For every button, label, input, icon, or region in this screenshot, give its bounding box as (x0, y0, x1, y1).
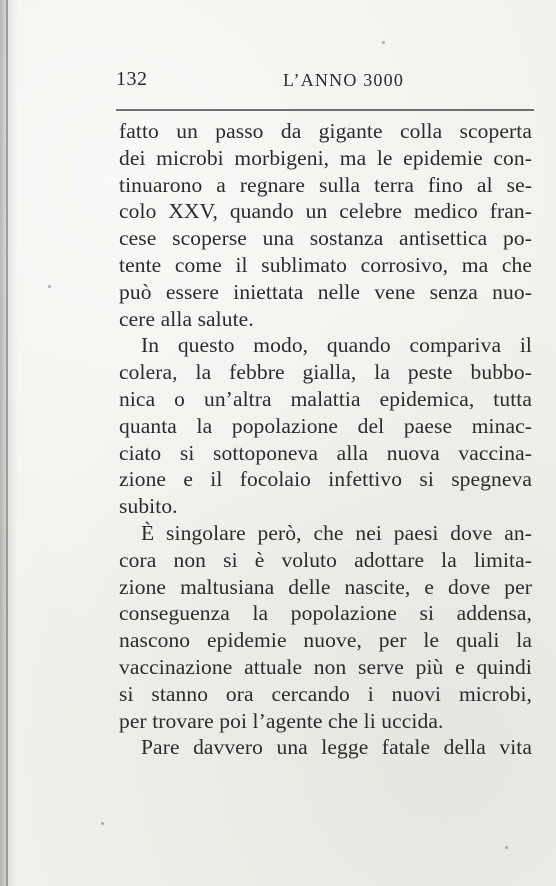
text-line: zione maltusiana delle nascite, e dove per (119, 574, 532, 599)
text-line: quanta la popolazione del paese minac- (119, 413, 532, 438)
text-line: vaccinazione attuale non serve più e quindi (119, 654, 532, 679)
text-line: In questo modo, quando compariva il (141, 333, 532, 358)
scan-speck (505, 846, 508, 849)
scan-speck (48, 285, 51, 288)
text-line: tinuarono a regnare sulla terra fino al se- (119, 172, 532, 197)
page-header (116, 64, 534, 94)
text-line: colo XXV, quando un celebre medico fran- (119, 199, 532, 224)
header-rule (116, 109, 534, 111)
text-line: cora non si è voluto adottare la limita- (119, 547, 532, 572)
text-line: cese scoperse una sostanza antisettica po- (119, 226, 532, 251)
text-line: per trovare poi l’agente che li uccida. (119, 708, 444, 733)
text-line: colera, la febbre gialla, la peste bubbo- (119, 360, 532, 385)
text-line: cere alla salute. (119, 306, 254, 331)
page-number: 132 (116, 68, 148, 90)
text-line: zione e il focolaio infettivo si spegneva (119, 467, 532, 492)
binding-shadow (0, 0, 18, 886)
text-line: tente come il sublimato corrosivo, ma che (119, 252, 532, 277)
text-line: può essere iniettata nelle vene senza nuo- (119, 279, 532, 304)
scan-speck (101, 822, 104, 825)
text-line: dei microbi morbigeni, ma le epidemie con- (119, 145, 532, 170)
text-line: nica o un’altra malattia epidemica, tutta (119, 386, 532, 411)
text-line: Pare davvero una legge fatale della vita (141, 735, 532, 760)
text-line: È singolare però, che nei paesi dove an- (141, 520, 532, 545)
text-line: nascono epidemie nuove, per le quali la (119, 628, 532, 653)
text-line: subito. (119, 494, 178, 519)
binding-line (6, 0, 8, 886)
scan-speck (382, 41, 385, 44)
text-line: ciato si sottoponeva alla nuova vaccina- (119, 440, 532, 465)
text-line: conseguenza la popolazione si addensa, (119, 601, 532, 626)
text-line: fatto un passo da gigante colla scoperta (119, 119, 532, 143)
body-text (119, 118, 532, 761)
running-head: L’ANNO 3000 (283, 70, 405, 90)
text-line: si stanno ora cercando i nuovi microbi, (119, 681, 532, 706)
